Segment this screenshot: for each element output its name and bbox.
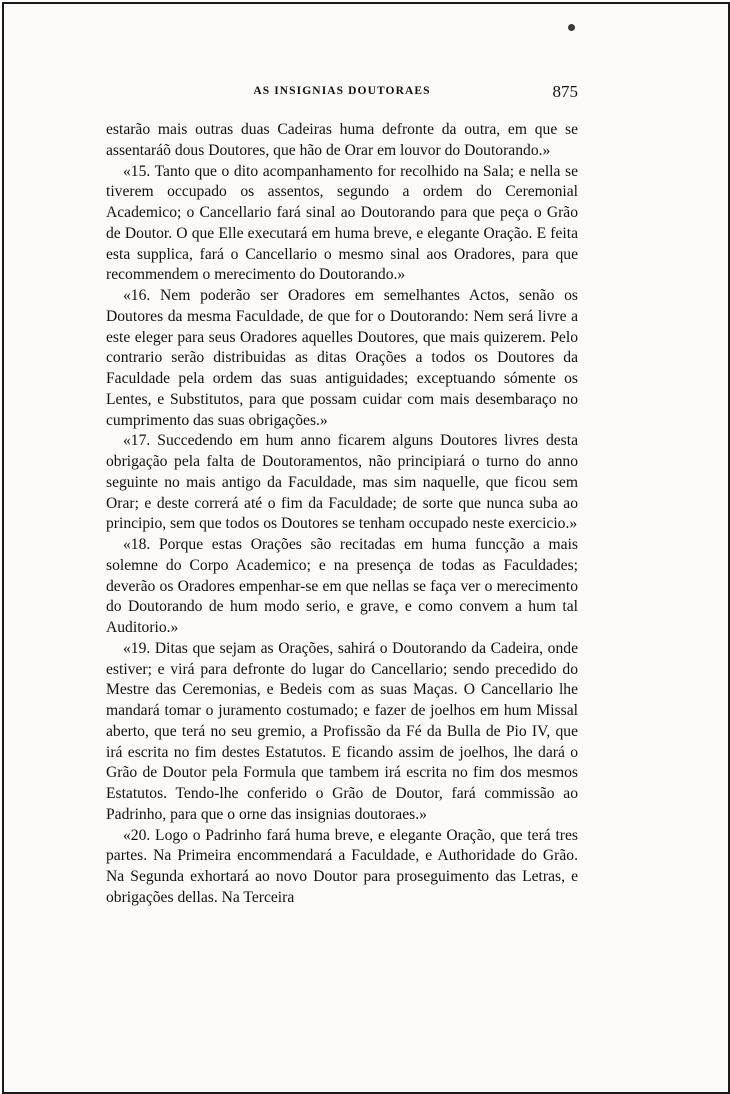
paragraph-18: «18. Porque estas Orações são recitadas em huma funcção a mais solemne do Corpo Academico; e na presença de todas as Faculdades; deverão os Oradores empenhar-se em que nellas se faça ver o merecimento do Doutorando de hum modo serio, e grave, e como convem a hum tal Auditorio.»	[106, 536, 578, 636]
paragraph-15: «15. Tanto que o dito acompanhamento for recolhido na Sala; e nella se tiverem occupado os assentos, segundo a ordem do Ceremonial Academico; o Cancellario fará sinal ao Doutorando para que peça o Grão de Doutor. O que Elle executará em huma breve, e elegante Oração. E feita esta supplica, fará o Cancellario o mesmo sinal aos Oradores, para que recommendem o merecimento do Doutorando.»	[106, 162, 578, 284]
running-title: AS INSIGNIAS DOUTORAES	[253, 85, 431, 97]
paragraph-19: «19. Ditas que sejam as Orações, sahirá o Doutorando da Cadeira, onde estiver; e virá para defronte do lugar do Cancellario; sendo precedido do Mestre das Ceremonias, e Bedeis com as suas Maças. O Cancellario lhe mandará tomar o juramento costumado; e fazer de joelhos em hum Missal aberto, que terá no seu gremio, a Profissão da Fé da Bulla de Pio IV, que irá escrita no fim destes Estatutos. E ficando assim de joelhos, lhe dará o Grão de Doutor pela Formula que tambem irá escrita no fim dos mesmos Estatutos. Tendo-lhe conferido o Grão de Doutor, fará commissão ao Padrinho, para que o orne das insignias doutoraes.»	[106, 639, 578, 823]
body-text	[106, 120, 578, 909]
page-number: 875	[552, 82, 578, 101]
paragraph-continuation: estarão mais outras duas Cadeiras huma defronte da outra, em que se assentaráõ dous Doutores, que hão de Orar em louvor do Doutorando.»	[106, 121, 578, 159]
page-header	[106, 82, 578, 104]
paragraph-17: «17. Succedendo em hum anno ficarem alguns Doutores livres desta obrigação pela falta de Doutoramentos, não principiará o turno do anno seguinte no mais antigo da Faculdade, mas sim naquelle, que ficou sem Orar; e deste correrá até o fim da Faculdade; de sorte que nunca suba ao principio, sem que todos os Doutores se tenham occupado neste exercicio.»	[106, 432, 578, 533]
ink-speck	[568, 24, 575, 31]
paragraph-16: «16. Nem poderão ser Oradores em semelhantes Actos, senão os Doutores da mesma Faculdade, de que for o Doutorando: Nem será livre a este eleger para seus Oradores aquelles Doutores, que mais quizerem. Pelo contrario serão distribuidas as ditas Orações a todos os Doutores da Faculdade pela ordem das suas antiguidades; exceptuando sómente os Lentes, e Substitutos, para que possam cuidar com mais desembaraço no cumprimento das suas obrigações.»	[106, 287, 578, 429]
paragraph-20: «20. Logo o Padrinho fará huma breve, e elegante Oração, que terá tres partes. Na Primeira encommendará a Faculdade, e Authoridade do Grão. Na Segunda exhortará ao novo Doutor para proseguimento das Letras, e obrigações dellas. Na Terceira	[106, 826, 578, 906]
book-page	[2, 2, 730, 1094]
